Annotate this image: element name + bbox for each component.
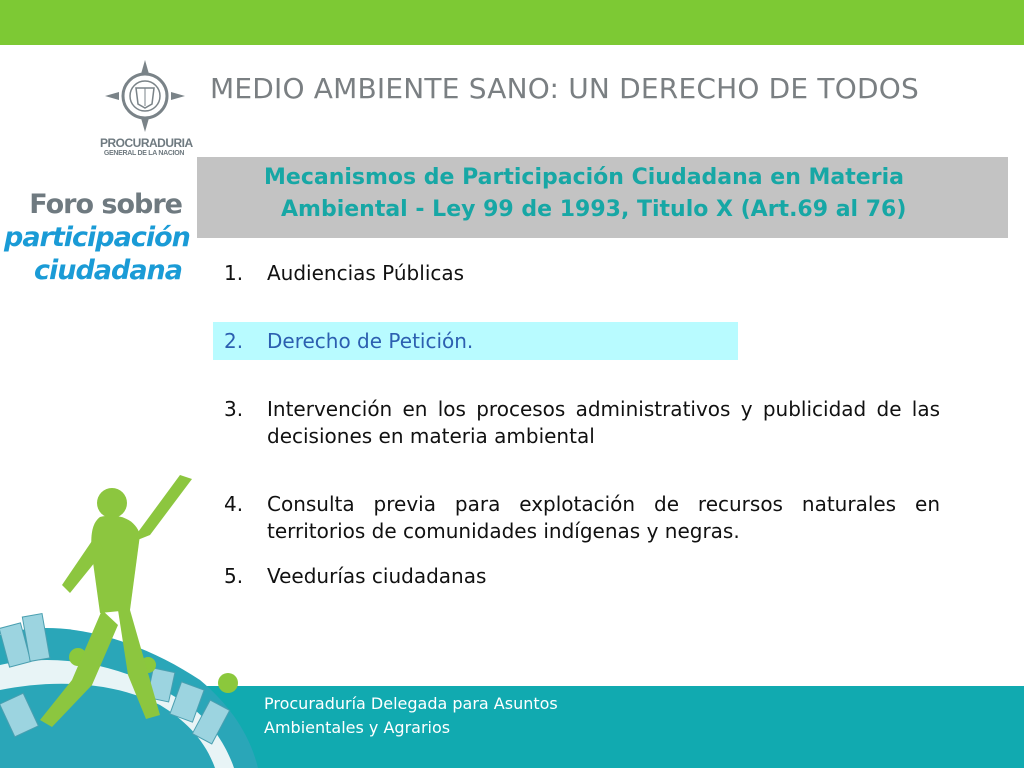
list-item-number: 2. [224, 329, 244, 353]
citizen-city-illustration [0, 465, 260, 768]
list-item-text: Consulta previa para explotación de recursos naturales en territorios de comunidades indígenas y negras. [267, 492, 940, 543]
forum-line-2: participación [4, 222, 190, 253]
list-item-number: 3. [224, 397, 244, 421]
forum-line-1: Foro sobre [29, 189, 182, 220]
list-item-number: 5. [224, 564, 244, 588]
footer-line-1: Procuraduría Delegada para Asuntos [264, 694, 558, 713]
subtitle-line-1: Mecanismos de Participación Ciudadana en Materia [264, 165, 904, 190]
list-item-text: Audiencias Públicas [267, 261, 465, 285]
footer-line-2: Ambientales y Agrarios [264, 718, 451, 737]
list-item [224, 491, 940, 545]
logo-line-1: PROCURADURIA [100, 136, 193, 150]
forum-logo [4, 188, 190, 287]
list-item-text: Derecho de Petición. [267, 329, 474, 353]
list-item-text: Intervención en los procesos administrativos y publicidad de las decisiones en materia ambiental [267, 397, 940, 448]
list-item [224, 563, 940, 590]
footer-text [264, 692, 558, 740]
list-item-text: Veedurías ciudadanas [267, 564, 487, 588]
subtitle-line-2: Ambiental - Ley 99 de 1993, Titulo X (Art.69 al 76) [281, 197, 907, 222]
top-green-bar [0, 0, 1024, 45]
list-item-number: 4. [224, 492, 244, 516]
list-item [224, 260, 940, 287]
subtitle-box [197, 157, 1008, 238]
list-item [224, 396, 940, 450]
forum-line-3: ciudadana [33, 255, 182, 286]
logo-line-2: GENERAL DE LA NACION [103, 150, 185, 157]
procuraduria-logo-text [100, 136, 193, 157]
list-item-number: 1. [224, 261, 244, 285]
page-title: MEDIO AMBIENTE SANO: UN DERECHO DE TODOS [210, 72, 919, 105]
list-item-highlighted [224, 328, 940, 355]
